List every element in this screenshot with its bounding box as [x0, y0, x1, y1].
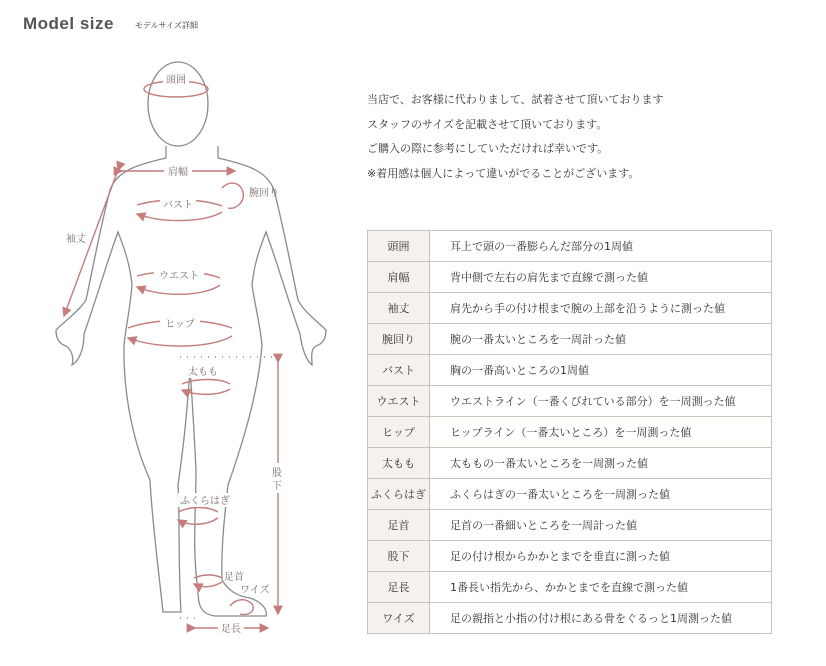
desc-cell: 背中側で左右の肩先まで直線で測った値: [430, 262, 772, 293]
term-cell: 太もも: [368, 448, 430, 479]
foot-width-ring: [230, 600, 253, 615]
label-inseam-2: 下: [272, 481, 282, 492]
figure-labels: [66, 72, 284, 635]
calf-ring: [178, 508, 218, 525]
page-title: Model size: [23, 14, 114, 33]
label-inseam: 股: [272, 468, 282, 479]
desc-cell: 肩先から手の付け根まで腕の上部を沿うように測った値: [430, 293, 772, 324]
intro-line: スタッフのサイズを記載させて頂いております。: [367, 117, 608, 131]
table-row: [368, 231, 772, 262]
table-row: [368, 448, 772, 479]
label-foot-length: 足長: [221, 624, 241, 635]
table-row: [368, 386, 772, 417]
table-row: [368, 603, 772, 634]
desc-cell: ウエストライン（一番くびれている部分）を一周測った値: [430, 386, 772, 417]
desc-cell: 腕の一番太いところを一周計った値: [430, 324, 772, 355]
table-row: [368, 510, 772, 541]
table-row: [368, 262, 772, 293]
term-cell: 袖丈: [368, 293, 430, 324]
measurement-marks: [64, 81, 278, 628]
desc-cell: 足の親指と小指の付け根にある骨をぐるっと1周測った値: [430, 603, 772, 634]
term-cell: ヒップ: [368, 417, 430, 448]
term-cell: 頭囲: [368, 231, 430, 262]
term-cell: 肩幅: [368, 262, 430, 293]
table-row: [368, 572, 772, 603]
armhole-ring: [222, 183, 243, 208]
term-cell: バスト: [368, 355, 430, 386]
ankle-ring: [194, 575, 222, 587]
desc-cell: 太ももの一番太いところを一周測った値: [430, 448, 772, 479]
measurement-table: [367, 230, 772, 634]
label-armhole: 腕回り: [249, 188, 279, 199]
desc-cell: ふくらはぎの一番太いところを一周測った値: [430, 479, 772, 510]
label-waist: ウエスト: [159, 271, 199, 282]
term-cell: ワイズ: [368, 603, 430, 634]
table-row: [368, 417, 772, 448]
intro-line: ご購入の際に参考にしていただければ幸いです。: [367, 142, 609, 155]
label-calf: ふくらはぎ: [180, 496, 230, 507]
table-row: [368, 355, 772, 386]
label-foot-width: ワイズ: [240, 585, 270, 596]
desc-cell: 足の付け根からかかとまでを垂直に測った値: [430, 541, 772, 572]
table-row: [368, 293, 772, 324]
body-diagram: [0, 0, 360, 666]
label-head: 頭囲: [166, 75, 186, 86]
body-outline: [56, 62, 326, 616]
desc-cell: ヒップライン（一番太いところ）を一周測った値: [430, 417, 772, 448]
desc-cell: 耳上で頭の一番膨らんだ部分の1周値: [430, 231, 772, 262]
term-cell: 足首: [368, 510, 430, 541]
desc-cell: 胸の一番高いところの1周値: [430, 355, 772, 386]
desc-cell: 足首の一番細いところを一周計った値: [430, 510, 772, 541]
term-cell: 足長: [368, 572, 430, 603]
label-ankle: 足首: [224, 572, 244, 583]
term-cell: ふくらはぎ: [368, 479, 430, 510]
term-cell: ウエスト: [368, 386, 430, 417]
label-bust: バスト: [163, 200, 193, 211]
label-shoulder: 肩幅: [168, 167, 188, 178]
term-cell: 股下: [368, 541, 430, 572]
term-cell: 腕回り: [368, 324, 430, 355]
intro-text: [367, 88, 807, 186]
label-hip: ヒップ: [165, 319, 195, 330]
label-sleeve: 袖丈: [66, 234, 86, 245]
table-row: [368, 324, 772, 355]
desc-cell: 1番長い指先から、かかとまでを直線で測った値: [430, 572, 772, 603]
table-row: [368, 541, 772, 572]
intro-line: ※着用感は個人によって違いがでることがございます。: [367, 166, 640, 180]
label-thigh: 太もも: [188, 367, 218, 378]
page-subtitle: モデルサイズ詳細: [135, 21, 198, 30]
table-row: [368, 479, 772, 510]
intro-line: 当店で、お客様に代わりまして、試着させて頂いております: [367, 93, 664, 106]
